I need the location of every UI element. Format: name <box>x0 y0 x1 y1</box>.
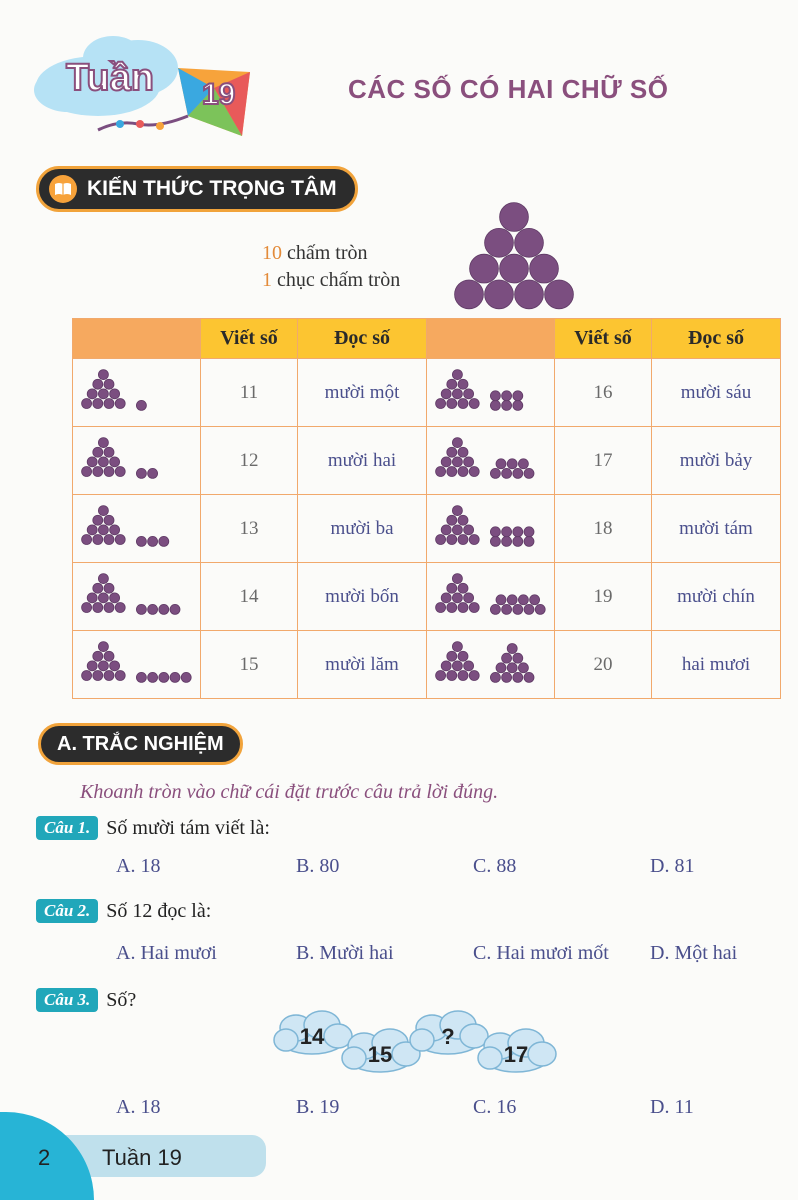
number-clouds <box>270 1010 560 1080</box>
dot <box>530 594 540 604</box>
header-image-col <box>427 319 555 359</box>
dot <box>104 379 114 389</box>
dot <box>458 466 468 476</box>
q2-option-c[interactable]: C. Hai mươi mốt <box>473 942 609 964</box>
dot <box>98 437 108 447</box>
dot <box>93 466 103 476</box>
dot <box>93 602 103 612</box>
cloud-4 <box>478 1029 556 1072</box>
dot <box>436 670 446 680</box>
dot <box>452 456 462 466</box>
dots-cell <box>73 563 201 631</box>
dot <box>502 672 512 682</box>
instruction: Khoanh tròn vào chữ cái đặt trước câu trả lời đúng. <box>80 781 499 803</box>
section-knowledge-label: KIẾN THỨC TRỌNG TÂM <box>87 177 337 200</box>
dot <box>110 388 120 398</box>
q2-option-a[interactable]: A. Hai mươi <box>116 942 217 964</box>
dot <box>110 456 120 466</box>
dot <box>545 280 574 309</box>
dot <box>447 398 457 408</box>
dot <box>490 672 500 682</box>
dot <box>181 672 191 682</box>
dot <box>98 369 108 379</box>
dot <box>82 602 92 612</box>
dots-cell <box>73 631 201 699</box>
dot <box>469 466 479 476</box>
dot <box>496 594 506 604</box>
written-number: 19 <box>555 563 652 631</box>
dot <box>515 280 544 309</box>
dot <box>458 515 468 525</box>
dot <box>485 228 514 257</box>
dots-cell <box>427 359 555 427</box>
dot <box>82 670 92 680</box>
q1-option-b[interactable]: B. 80 <box>296 855 340 877</box>
read-number: mười ba <box>298 495 427 563</box>
read-number: mười chín <box>652 563 781 631</box>
dot <box>441 456 451 466</box>
dot <box>500 254 529 283</box>
dot <box>98 505 108 515</box>
dot <box>500 203 529 232</box>
dot <box>93 379 103 389</box>
q3-option-b[interactable]: B. 19 <box>296 1096 340 1118</box>
dots-cell <box>73 495 201 563</box>
dot <box>447 534 457 544</box>
q3-option-a[interactable]: A. 18 <box>116 1096 161 1118</box>
dot <box>115 466 125 476</box>
dot <box>98 592 108 602</box>
dot <box>452 524 462 534</box>
dot <box>98 456 108 466</box>
dot <box>452 369 462 379</box>
dot <box>524 536 534 546</box>
dot <box>104 670 114 680</box>
dot <box>159 536 169 546</box>
read-number: hai mươi <box>652 631 781 699</box>
dot <box>447 602 457 612</box>
dot <box>115 670 125 680</box>
week-badge <box>28 28 258 158</box>
dot <box>104 447 114 457</box>
header-write: Viết số <box>201 319 298 359</box>
question-text: Số mười tám viết là: <box>106 816 270 839</box>
dot <box>87 456 97 466</box>
svg-text:15: 15 <box>367 1042 393 1067</box>
book-icon <box>49 175 77 203</box>
read-number: mười sáu <box>652 359 781 427</box>
written-number: 12 <box>201 427 298 495</box>
badge-word: Tuần <box>66 57 154 99</box>
cloud-3[interactable] <box>410 1011 488 1054</box>
dot <box>452 573 462 583</box>
dot <box>87 388 97 398</box>
dot <box>496 458 506 468</box>
dot <box>513 468 523 478</box>
header-image-col <box>73 319 201 359</box>
table-row <box>73 495 781 563</box>
dot <box>93 398 103 408</box>
dot <box>464 524 474 534</box>
dot <box>513 390 523 400</box>
dot <box>104 466 114 476</box>
badge-number: 19 <box>202 78 236 111</box>
dot <box>115 534 125 544</box>
dot <box>458 379 468 389</box>
dot <box>170 604 180 614</box>
dot <box>502 390 512 400</box>
question-label: Câu 1. <box>36 816 98 840</box>
dots-cell <box>73 427 201 495</box>
table-row <box>73 563 781 631</box>
dot <box>110 660 120 670</box>
dot-group <box>433 501 551 551</box>
dot <box>524 526 534 536</box>
dot-group <box>79 433 197 483</box>
dot <box>148 468 158 478</box>
dot <box>502 526 512 536</box>
dot <box>136 400 146 410</box>
read-number: mười tám <box>652 495 781 563</box>
dot <box>98 641 108 651</box>
q1-option-a[interactable]: A. 18 <box>116 855 161 877</box>
dot <box>513 653 523 663</box>
ten-dots-triangle <box>452 200 578 312</box>
dot <box>490 604 500 614</box>
dot <box>441 592 451 602</box>
dot <box>98 573 108 583</box>
dot <box>441 660 451 670</box>
dot <box>447 466 457 476</box>
page-title: CÁC SỐ CÓ HAI CHỮ SỐ <box>348 74 669 104</box>
cloud-1 <box>274 1011 352 1054</box>
dot <box>452 505 462 515</box>
dot <box>458 670 468 680</box>
dot <box>115 602 125 612</box>
written-number: 14 <box>201 563 298 631</box>
dot <box>502 604 512 614</box>
dot <box>524 468 534 478</box>
dot <box>496 662 506 672</box>
dot <box>452 660 462 670</box>
dot <box>447 515 457 525</box>
dot <box>458 602 468 612</box>
dot <box>136 468 146 478</box>
dot <box>93 651 103 661</box>
dot <box>458 447 468 457</box>
q1-option-d[interactable]: D. 81 <box>650 855 695 877</box>
intro-text <box>262 240 400 294</box>
question-text: Số? <box>106 988 137 1011</box>
dots-cell <box>427 495 555 563</box>
dot <box>170 672 180 682</box>
dot <box>490 390 500 400</box>
dot <box>530 254 559 283</box>
dot <box>87 524 97 534</box>
question-3 <box>36 988 136 1012</box>
dot <box>452 641 462 651</box>
dot-group <box>79 365 197 415</box>
dot <box>502 468 512 478</box>
dot <box>436 398 446 408</box>
dot <box>458 398 468 408</box>
written-number: 13 <box>201 495 298 563</box>
dot <box>441 388 451 398</box>
dot <box>513 400 523 410</box>
dot <box>104 534 114 544</box>
dot-group <box>79 569 197 619</box>
q3-option-d[interactable]: D. 11 <box>650 1096 694 1118</box>
dots-cell <box>427 631 555 699</box>
dot <box>447 583 457 593</box>
intro-line-2: 1 chục chấm tròn <box>262 269 401 291</box>
dot <box>458 534 468 544</box>
dot <box>464 456 474 466</box>
page-number: 2 <box>38 1145 51 1170</box>
dot <box>82 398 92 408</box>
dot <box>104 602 114 612</box>
dot <box>485 280 514 309</box>
footer-label: Tuần 19 <box>102 1145 182 1170</box>
dot <box>136 536 146 546</box>
dot <box>82 534 92 544</box>
dot <box>469 670 479 680</box>
dot <box>436 534 446 544</box>
dot <box>458 651 468 661</box>
table-header-row <box>73 319 781 359</box>
dot <box>513 604 523 614</box>
question-label: Câu 3. <box>36 988 98 1012</box>
dot <box>490 468 500 478</box>
cloud-2 <box>342 1029 420 1072</box>
read-number: mười một <box>298 359 427 427</box>
dot <box>93 534 103 544</box>
q1-option-c[interactable]: C. 88 <box>473 855 517 877</box>
dot <box>98 388 108 398</box>
dot <box>524 672 534 682</box>
dot-group <box>433 433 551 483</box>
dot <box>148 604 158 614</box>
dot <box>159 604 169 614</box>
read-number: mười lăm <box>298 631 427 699</box>
dot <box>470 254 499 283</box>
dot <box>136 672 146 682</box>
dot <box>464 388 474 398</box>
header-write: Viết số <box>555 319 652 359</box>
written-number: 18 <box>555 495 652 563</box>
dot <box>441 524 451 534</box>
written-number: 20 <box>555 631 652 699</box>
numbers-table <box>72 318 781 699</box>
dot <box>458 583 468 593</box>
dot <box>535 604 545 614</box>
header-read: Đọc số <box>652 319 781 359</box>
dot <box>513 536 523 546</box>
dot <box>110 524 120 534</box>
dot <box>507 594 517 604</box>
dot <box>98 660 108 670</box>
dot <box>513 526 523 536</box>
dot <box>447 670 457 680</box>
written-number: 16 <box>555 359 652 427</box>
dot <box>104 515 114 525</box>
header-read: Đọc số <box>298 319 427 359</box>
dot <box>518 458 528 468</box>
dots-cell <box>73 359 201 427</box>
svg-text:17: 17 <box>503 1042 529 1067</box>
dot <box>469 398 479 408</box>
q2-option-d[interactable]: D. Một hai <box>650 942 738 964</box>
dot <box>464 592 474 602</box>
dot <box>148 672 158 682</box>
question-label: Câu 2. <box>36 899 98 923</box>
svg-text:14: 14 <box>299 1024 325 1049</box>
dot <box>447 379 457 389</box>
dot <box>159 672 169 682</box>
table-row <box>73 359 781 427</box>
intro-line-1: 10 chấm tròn <box>262 242 368 264</box>
dot <box>452 388 462 398</box>
dot <box>148 536 158 546</box>
read-number: mười bốn <box>298 563 427 631</box>
question-text: Số 12 đọc là: <box>106 899 212 922</box>
dot <box>104 651 114 661</box>
dot <box>82 466 92 476</box>
dot <box>436 466 446 476</box>
dot <box>110 592 120 602</box>
dots-cell <box>427 427 555 495</box>
dot <box>455 280 484 309</box>
dot <box>447 447 457 457</box>
dot <box>502 653 512 663</box>
dot <box>115 398 125 408</box>
table-row <box>73 427 781 495</box>
dot <box>502 536 512 546</box>
dot-group <box>79 637 197 687</box>
dot <box>507 458 517 468</box>
dot-group <box>433 365 551 415</box>
dots-cell <box>427 563 555 631</box>
dot <box>104 583 114 593</box>
table-row <box>73 631 781 699</box>
dot <box>452 592 462 602</box>
dot <box>518 662 528 672</box>
dot <box>447 651 457 661</box>
dot <box>502 400 512 410</box>
dot <box>469 534 479 544</box>
dot <box>98 524 108 534</box>
dot <box>513 672 523 682</box>
dot <box>524 604 534 614</box>
dot <box>490 526 500 536</box>
q3-option-c[interactable]: C. 16 <box>473 1096 517 1118</box>
dot-group <box>433 569 551 619</box>
dot <box>87 660 97 670</box>
dot-group <box>79 501 197 551</box>
dot <box>93 583 103 593</box>
dot <box>136 604 146 614</box>
written-number: 17 <box>555 427 652 495</box>
written-number: 15 <box>201 631 298 699</box>
dot <box>104 398 114 408</box>
q2-option-b[interactable]: B. Mười hai <box>296 942 394 964</box>
dot <box>436 602 446 612</box>
dot <box>518 594 528 604</box>
section-quiz-label: A. TRẮC NGHIỆM <box>57 732 224 755</box>
dot <box>469 602 479 612</box>
dot <box>87 592 97 602</box>
dot <box>515 228 544 257</box>
section-knowledge-heading <box>36 166 358 212</box>
written-number: 11 <box>201 359 298 427</box>
dot <box>507 662 517 672</box>
dot-group <box>433 637 551 687</box>
dot <box>507 643 517 653</box>
dot <box>452 437 462 447</box>
dot <box>93 447 103 457</box>
question-2 <box>36 899 211 923</box>
read-number: mười bảy <box>652 427 781 495</box>
dot <box>93 670 103 680</box>
section-quiz-heading <box>38 723 243 765</box>
svg-text:?: ? <box>441 1024 455 1049</box>
read-number: mười hai <box>298 427 427 495</box>
dot <box>464 660 474 670</box>
dot <box>490 400 500 410</box>
dot <box>490 536 500 546</box>
dot <box>93 515 103 525</box>
question-1 <box>36 816 270 840</box>
